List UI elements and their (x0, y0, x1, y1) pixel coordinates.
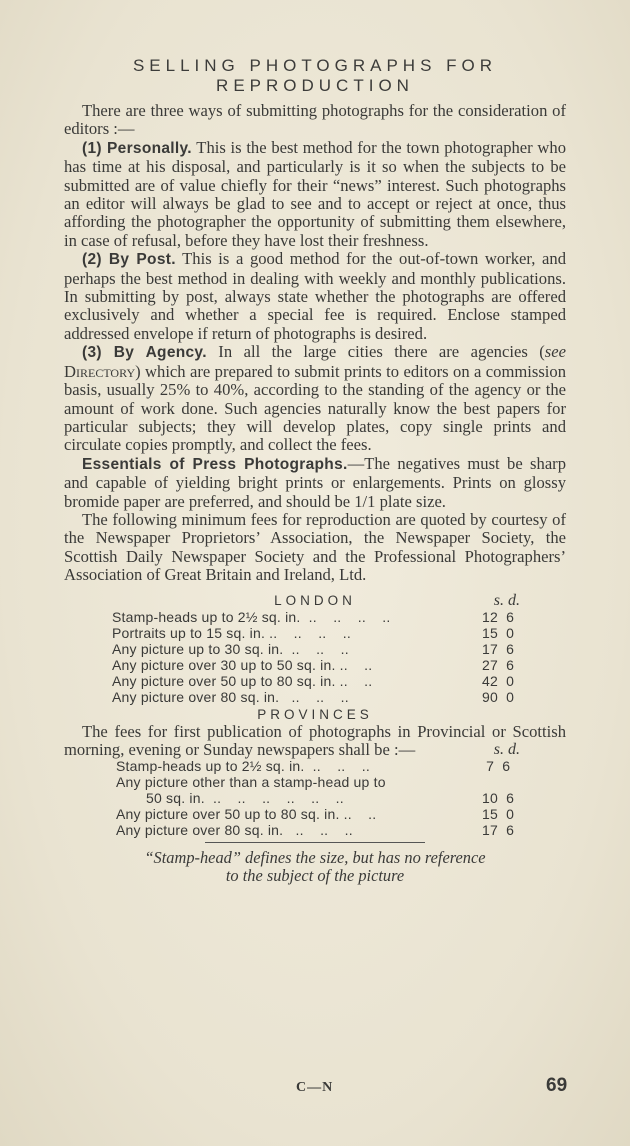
essentials-text: —The negatives must be sharp and capable of yielding bright prints or enlargements. Prints on glossy bromide paper are preferred, and should be 1/1 plate size. (64, 453, 567, 511)
method-post-text: This is a good method for the out-of-town worker, and perhaps the best method in dealing with weekly and monthly publications. In submitting by post, always state whether the photographs are offered exclusively and whether a special fee is required. Enclose stamped addressed envelope if return of photographs is desired. (64, 249, 566, 343)
method-post-heading: (2) By Post. (82, 251, 176, 269)
page-number: 69 (546, 1075, 568, 1096)
london-fee-table (112, 593, 522, 705)
method-agency-heading: (3) By Agency. (82, 344, 207, 362)
page-footer (0, 1075, 630, 1099)
page-content (64, 56, 566, 885)
fee-description: Any picture over 30 up to 50 sq. in. .. .. (112, 656, 373, 673)
table-row (112, 641, 522, 657)
fee-amount: 42 0 (482, 672, 515, 689)
fee-description: Any picture over 80 sq. in. .. .. .. (116, 822, 353, 839)
table-row (112, 625, 522, 641)
divider (205, 842, 425, 843)
method-personally-paragraph (64, 139, 566, 250)
note-line-1: “Stamp-head” defines the size, but has no reference (144, 848, 486, 868)
note-line-2: to the subject of the picture (225, 866, 405, 886)
method-agency-text-a: In all the large cities there are agencies ( (206, 342, 545, 362)
title-line-2: REPRODUCTION (216, 76, 414, 95)
table-row (116, 822, 522, 838)
table-row (116, 790, 522, 806)
provinces-intro-paragraph: The fees for first publication of photographs in Provincial or Scottish morning, evening or Sunday newspapers shall be :— (64, 721, 566, 759)
fee-description: Any picture over 50 up to 80 sq. in. .. .. (112, 672, 373, 689)
signature-mark: C—N (296, 1080, 334, 1095)
directory-reference: Directory (64, 361, 136, 381)
table-row (112, 673, 522, 689)
table-row (112, 657, 522, 673)
essentials-paragraph (64, 455, 566, 511)
fee-description: Stamp-heads up to 2½ sq. in. .. .. .. .. (112, 608, 391, 625)
fee-description: Any picture over 50 up to 80 sq. in. .. .. (116, 806, 377, 823)
london-heading: LONDON (274, 592, 356, 608)
table-row (116, 758, 522, 774)
fee-amount: 17 6 (482, 822, 515, 839)
london-column-head: s. d. (493, 591, 520, 609)
table-row (112, 609, 522, 625)
fee-amount: 90 0 (482, 688, 515, 705)
fee-description: Portraits up to 15 sq. in. .. .. .. .. (112, 624, 351, 641)
essentials-heading: Essentials of Press Photographs. (82, 455, 348, 473)
table-row (116, 774, 522, 790)
fee-amount: 12 6 (482, 608, 515, 625)
fee-amount: 15 0 (482, 624, 515, 641)
table-row (116, 806, 522, 822)
see-italic: see (544, 342, 566, 362)
fee-description: Stamp-heads up to 2½ sq. in. .. .. .. (116, 758, 370, 775)
method-personally-heading: (1) Personally. (82, 139, 192, 157)
stamp-head-note (64, 849, 566, 885)
provinces-fee-table (116, 742, 522, 838)
provinces-heading: PROVINCES (257, 706, 373, 722)
fees-intro-paragraph: The following minimum fees for reproduction are quoted by courtesy of the Newspaper Proprietors’ Association, the Newspaper Society, the Scottish Daily Newspaper Society and the Professional Photographers’ Association of Great Britain and Ireland, Ltd. (64, 509, 566, 585)
fee-amount: 27 6 (482, 656, 515, 673)
method-post-paragraph (64, 250, 566, 343)
intro-paragraph: There are three ways of submitting photographs for the consideration of editors :— (64, 101, 566, 139)
method-agency-text-b: ) which are prepared to submit prints to editors on a commission basis, usually 25% to 40%, according to the standing of the agency or the amount of work done. Such agencies naturally know the best papers for particular subjects; they will develop plates, copy single prints and circulate copies promptly, and collect the fees. (64, 361, 566, 455)
page-title (64, 56, 566, 96)
table-row (112, 689, 522, 705)
fee-amount: 17 6 (482, 640, 515, 657)
fee-amount: 7 6 (482, 758, 511, 775)
fee-description: Any picture up to 30 sq. in. .. .. .. (112, 640, 349, 657)
fee-description-continued: 50 sq. in. .. .. .. .. .. .. (146, 790, 344, 807)
fee-amount: 10 6 (482, 790, 515, 807)
method-agency-paragraph (64, 343, 566, 454)
fee-amount: 15 0 (482, 806, 515, 823)
fee-description: Any picture over 80 sq. in. .. .. .. (112, 688, 349, 705)
title-line-1: SELLING PHOTOGRAPHS FOR (132, 56, 498, 75)
fee-description: Any picture other than a stamp-head up to (116, 774, 386, 791)
method-personally-text: This is the best method for the town photographer who has time at his disposal, and particularly is it so when the subjects to be submitted are of value chiefly for their “news” interest. Such photographs an editor will always be glad to see and to accept or reject at once, thus affording the photographer the opportunity of submitting them elsewhere, in case of refusal, before they have lost their freshness. (64, 137, 566, 250)
provinces-column-head: s. d. (493, 741, 520, 759)
